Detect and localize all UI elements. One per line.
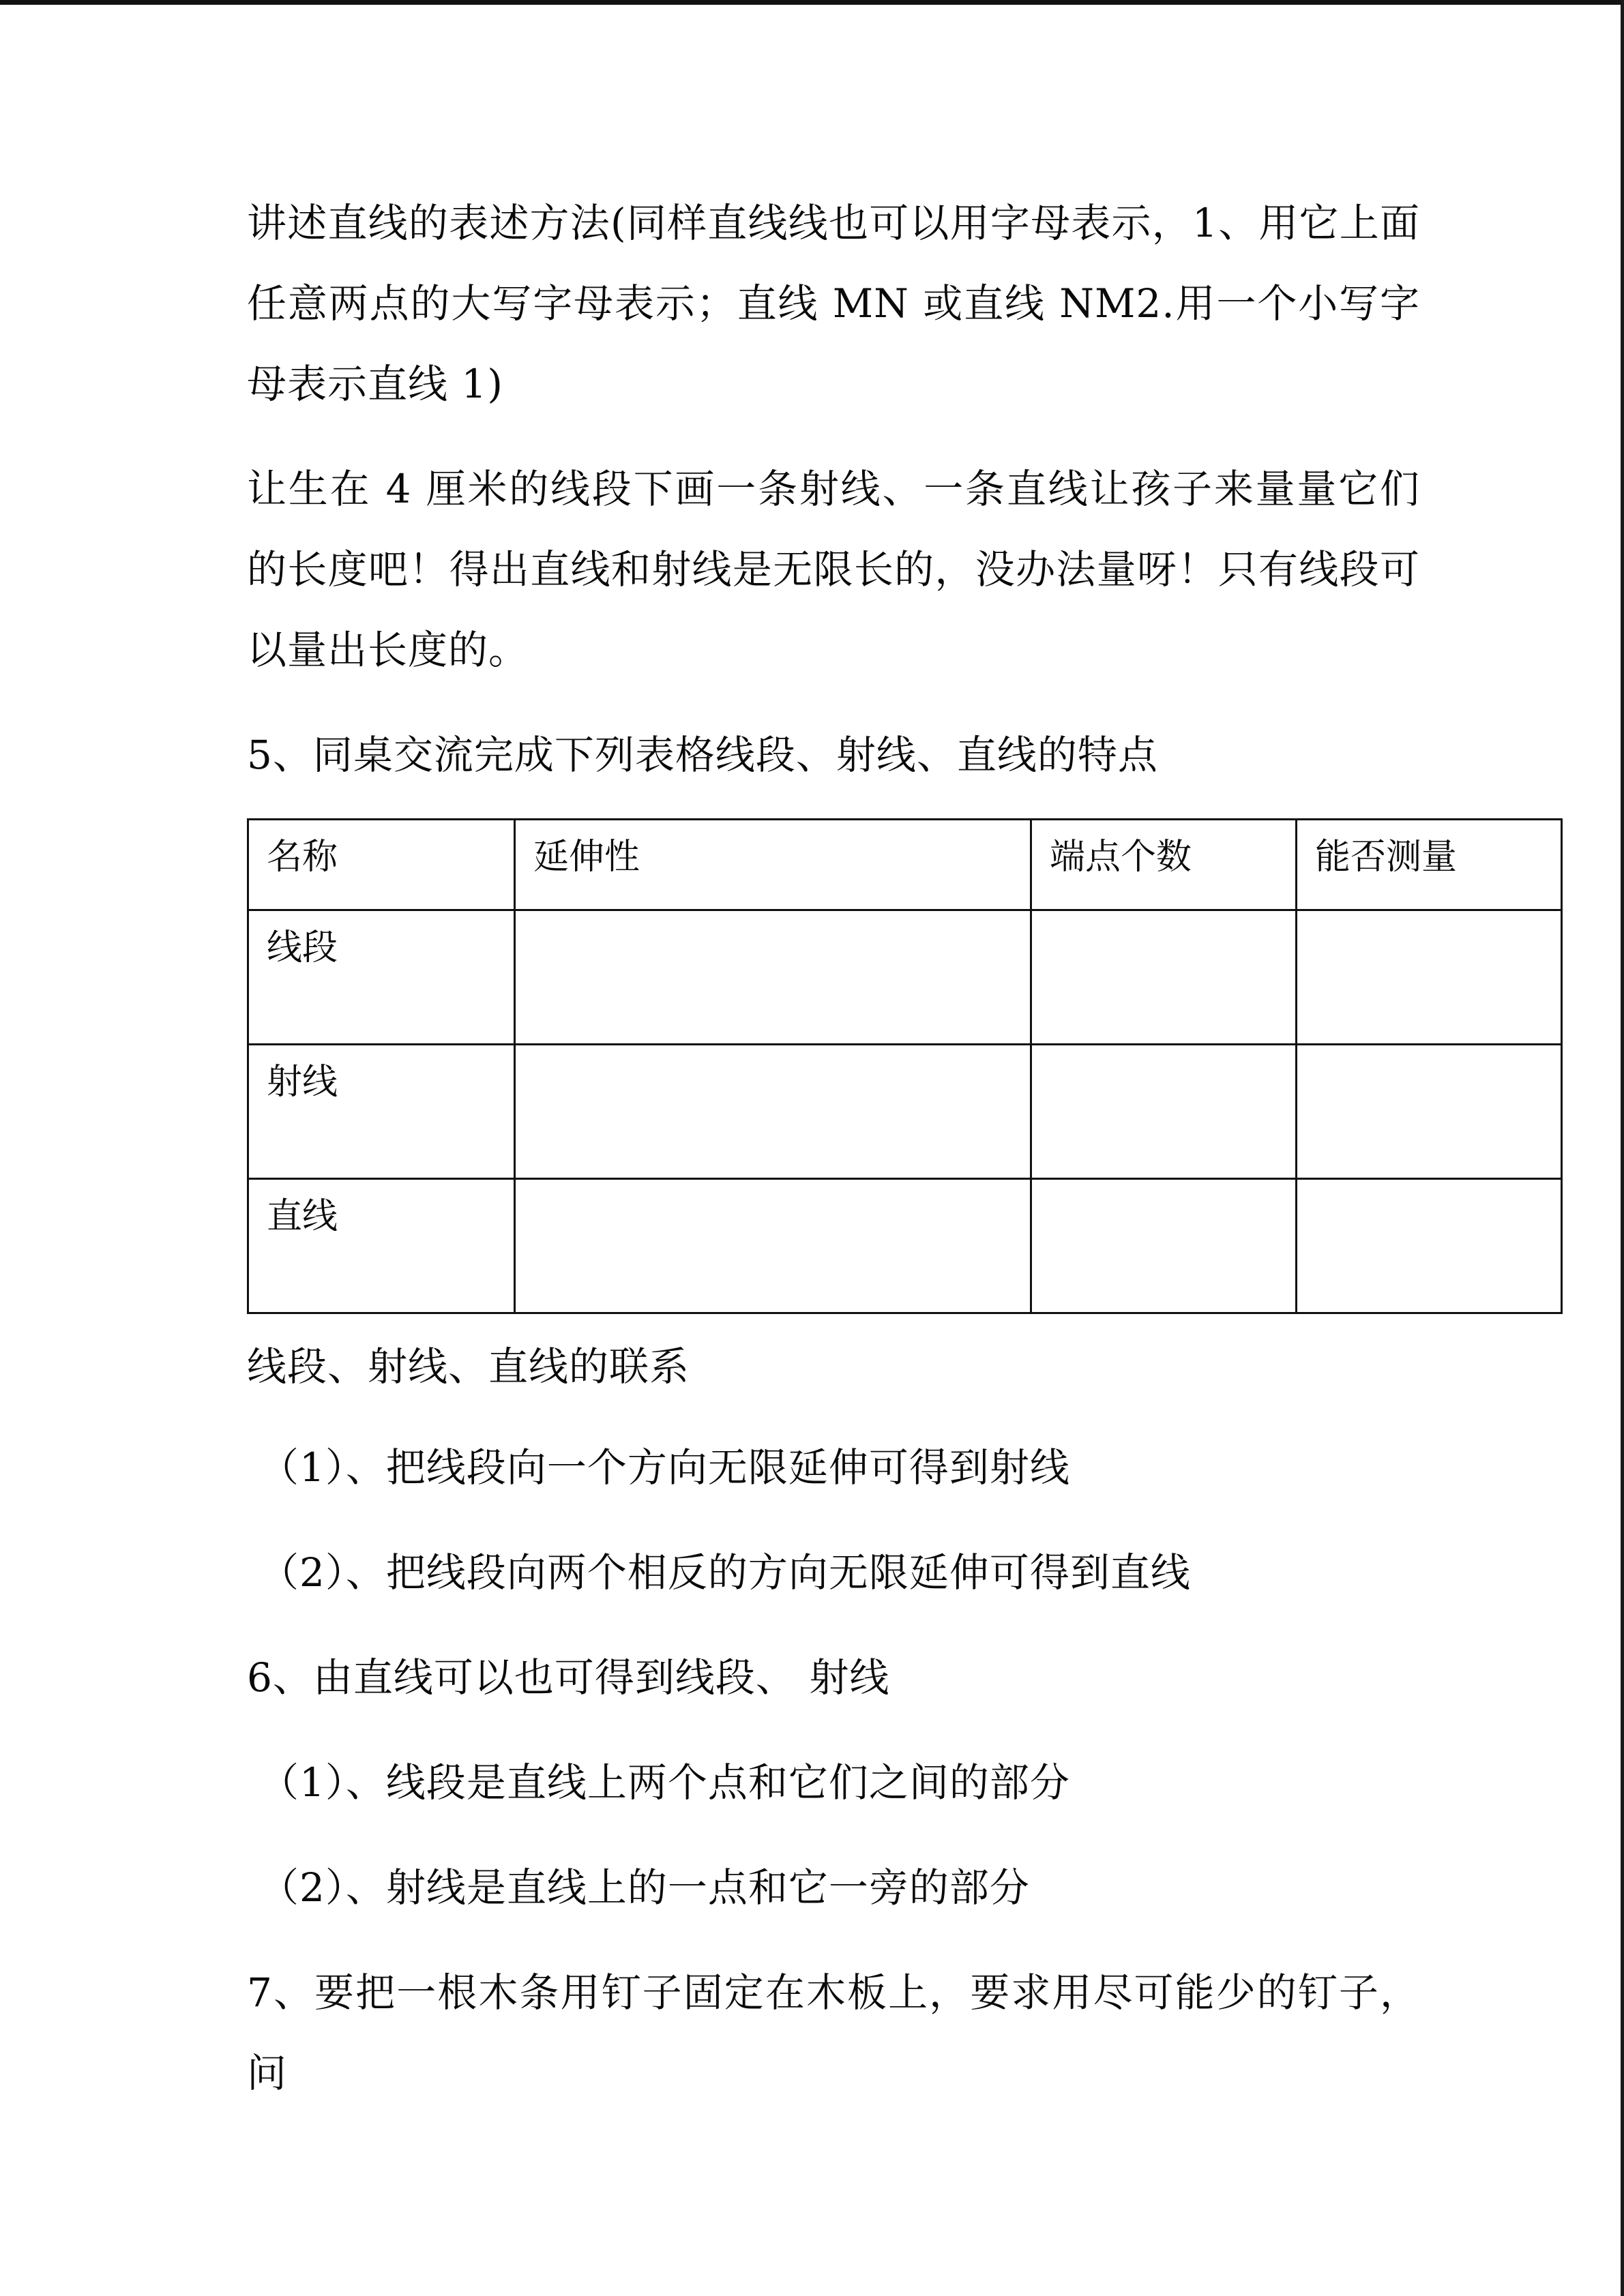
table-header-extension: 延伸性 bbox=[515, 820, 1031, 910]
paragraph-section-5-heading: 5、同桌交流完成下列表格线段、射线、直线的特点 bbox=[247, 732, 1158, 778]
feature-table-wrapper bbox=[247, 818, 1458, 1314]
feature-table bbox=[247, 818, 1563, 1314]
paragraph-section-6-heading: 6、由直线可以也可得到线段、 射线 bbox=[247, 1654, 890, 1701]
table-cell-name: 射线 bbox=[248, 1045, 515, 1179]
table-cell-name: 线段 bbox=[248, 910, 515, 1045]
paragraph-section-7-heading: 7、要把一根木条用钉子固定在木板上，要求用尽可能少的钉子，问 bbox=[247, 1969, 1420, 2096]
table-cell-endpoints[interactable] bbox=[1031, 1045, 1297, 1179]
table-cell-extension[interactable] bbox=[515, 1045, 1031, 1179]
table-cell-extension[interactable] bbox=[515, 1179, 1031, 1313]
table-cell-measurable[interactable] bbox=[1297, 1045, 1562, 1179]
table-cell-measurable[interactable] bbox=[1297, 1179, 1562, 1313]
paragraph-measure-activity: 让生在 4 厘米的线段下画一条射线、一条直线让孩子来量量它们的长度吧！得出直线和射线是无限长的，没办法量呀！只有线段可以量出长度的。 bbox=[247, 466, 1420, 673]
table-row bbox=[248, 1045, 1562, 1179]
table-row bbox=[248, 1179, 1562, 1313]
paragraph-relation-item-2: （2）、把线段向两个相反的方向无限延伸可得到直线 bbox=[259, 1549, 1191, 1596]
paragraph-relations-heading: 线段、射线、直线的联系 bbox=[247, 1343, 690, 1390]
table-header-name: 名称 bbox=[248, 820, 515, 910]
table-row bbox=[248, 910, 1562, 1045]
table-cell-measurable[interactable] bbox=[1297, 910, 1562, 1045]
table-cell-extension[interactable] bbox=[515, 910, 1031, 1045]
table-header-endpoints: 端点个数 bbox=[1031, 820, 1297, 910]
paragraph-relation-item-1: （1）、把线段向一个方向无限延伸可得到射线 bbox=[259, 1444, 1070, 1491]
document-content bbox=[247, 183, 1458, 2138]
scan-edge-top bbox=[0, 0, 1624, 5]
table-cell-endpoints[interactable] bbox=[1031, 1179, 1297, 1313]
paragraph-derive-item-1: （1）、线段是直线上两个点和它们之间的部分 bbox=[259, 1759, 1070, 1806]
table-cell-name: 直线 bbox=[248, 1179, 515, 1313]
table-header-row bbox=[248, 820, 1562, 910]
paragraph-line-notation: 讲述直线的表述方法(同样直线线也可以用字母表示，1、用它上面任意两点的大写字母表示；直线 MN 或直线 NM2.用一个小写字母表示直线 1) bbox=[247, 200, 1420, 407]
table-header-measurable: 能否测量 bbox=[1297, 820, 1562, 910]
paragraph-derive-item-2: （2）、射线是直线上的一点和它一旁的部分 bbox=[259, 1864, 1030, 1911]
scan-edge-right bbox=[1621, 0, 1624, 2296]
table-cell-endpoints[interactable] bbox=[1031, 910, 1297, 1045]
